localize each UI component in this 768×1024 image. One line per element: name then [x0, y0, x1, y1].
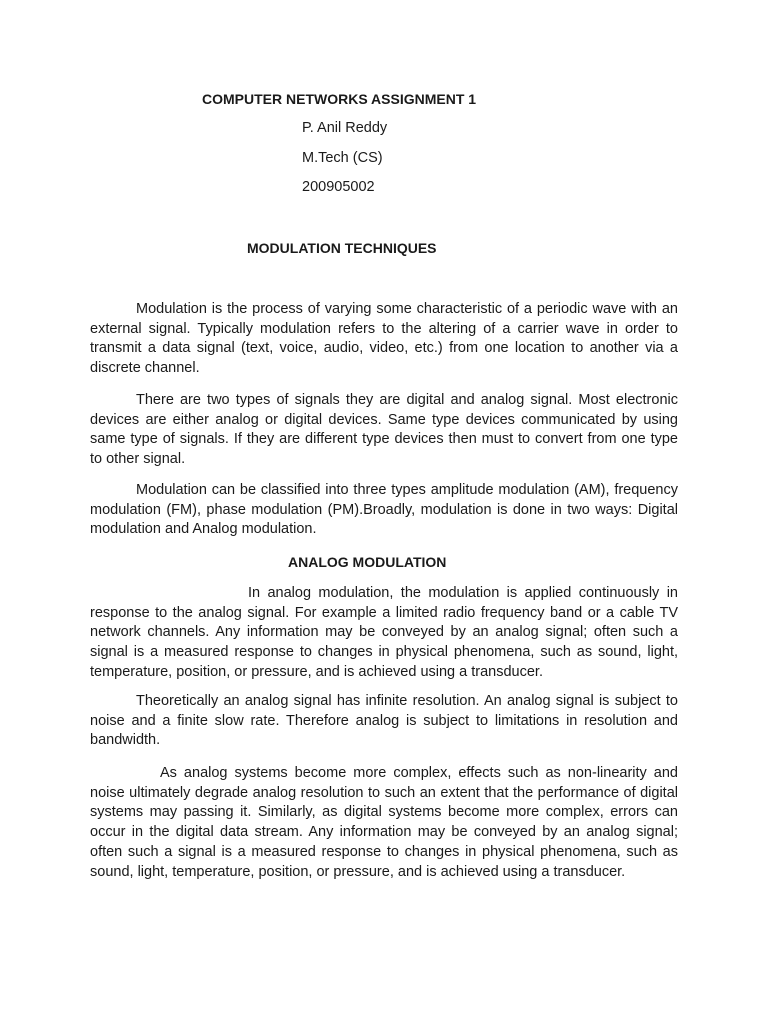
analog-paragraph-3: As analog systems become more complex, effects such as non-linearity and noise ultimately degrade analog resolution to such an extent that the performance of digital systems may passing it. Similarly, as digital systems become more complex, errors can occur in the digital data stream. Any information may be conveyed by an analog signal; often such a signal is a measured response to changes in physical phenomena, such as sound, light, temperature, position, or pressure, and is achieved using a transducer.: [90, 765, 678, 880]
section-title: MODULATION TECHNIQUES: [247, 240, 437, 256]
analog-paragraph-2: Theoretically an analog signal has infinite resolution. An analog signal is subject to noise and a finite slow rate. Therefore analog is subject to limitations in resolution and bandwidth.: [90, 693, 678, 749]
intro-paragraph-2: There are two types of signals they are digital and analog signal. Most electronic devices are either analog or digital devices. Same type devices communicated by using same type of signals. If they are different type devices then must to convert from one type to other signal.: [90, 392, 678, 468]
document-title: COMPUTER NETWORKS ASSIGNMENT 1: [202, 91, 477, 107]
degree: M.Tech (CS): [302, 150, 383, 166]
analog-heading: ANALOG MODULATION: [288, 554, 447, 570]
author-name: P. Anil Reddy: [302, 120, 388, 136]
analog-paragraph-1: In analog modulation, the modulation is applied continuously in response to the analog signal. For example a limited radio frequency band or a cable TV network channels. Any information may be conveyed by an analog signal; often such a signal is a measured response to changes in physical phenomena, such as sound, light, temperature, position, or pressure, and is achieved using a transducer.: [90, 585, 678, 680]
intro-paragraph-1: Modulation is the process of varying some characteristic of a periodic wave with an external signal. Typically modulation refers to the altering of a carrier wave in order to transmit a data signal (text, voice, audio, video, etc.) from one location to another via a discrete channel.: [90, 301, 678, 377]
roll-number: 200905002: [302, 179, 375, 195]
intro-paragraph-3: Modulation can be classified into three types amplitude modulation (AM), frequency modulation (FM), phase modulation (PM).Broadly, modulation is done in two ways: Digital modulation and Analog modulation.: [90, 482, 678, 538]
